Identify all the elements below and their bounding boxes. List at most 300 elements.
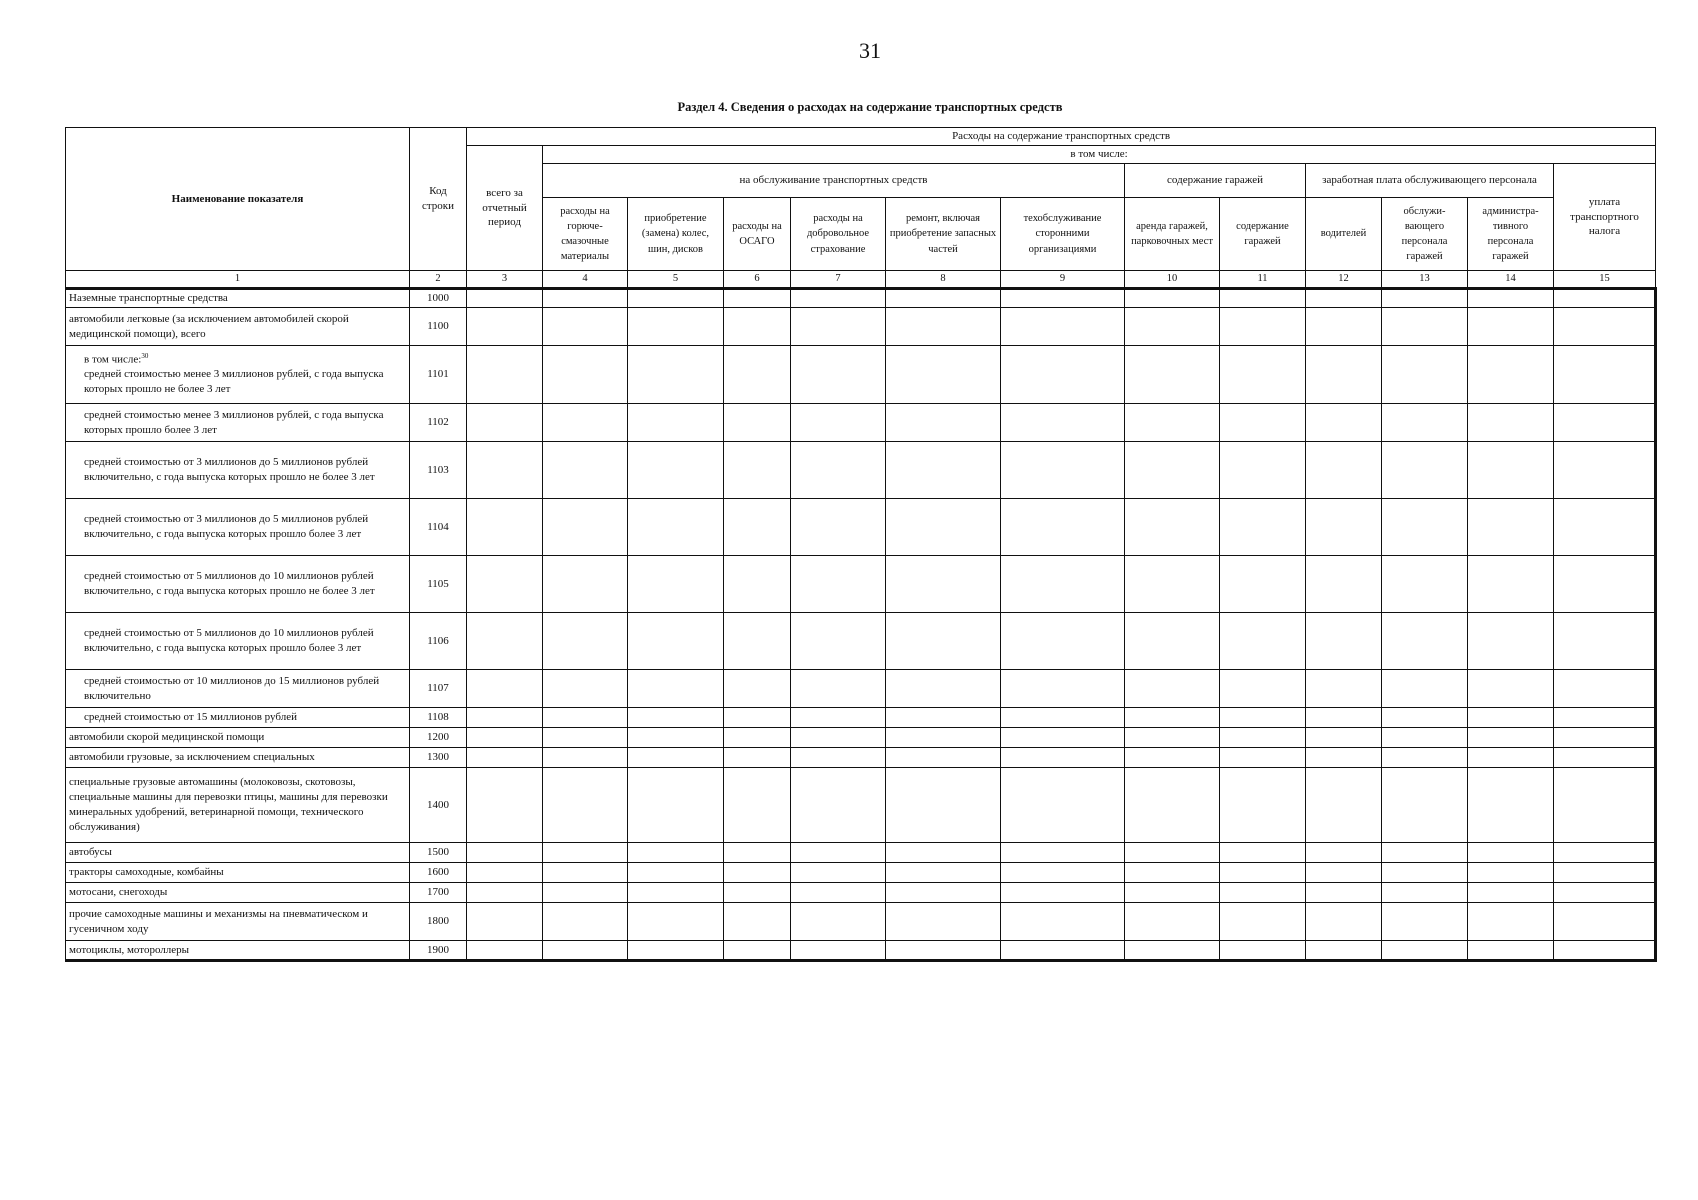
table-row <box>66 556 1656 613</box>
column-number-row <box>66 271 1656 289</box>
table-row <box>66 748 1656 768</box>
column-number: 7 <box>791 271 886 289</box>
value-cell-col-5[interactable] <box>628 556 724 613</box>
value-cell-col-15[interactable] <box>1554 670 1656 708</box>
value-cell-col-10[interactable] <box>1125 883 1220 903</box>
value-cell-col-10[interactable] <box>1125 863 1220 883</box>
value-cell-col-3[interactable] <box>467 404 543 442</box>
row-name <box>66 941 410 961</box>
header-salary-group: заработная плата обслуживающего персонала <box>1306 164 1554 198</box>
value-cell-col-7[interactable] <box>791 903 886 941</box>
value-cell-col-12[interactable] <box>1306 670 1382 708</box>
value-cell-col-14[interactable] <box>1468 728 1554 748</box>
value-cell-col-13[interactable] <box>1382 728 1468 748</box>
value-cell-col-10[interactable] <box>1125 613 1220 670</box>
row-name-text: средней стоимостью от 5 миллионов до 10 миллионов рублей включительно, с года выпуска которых прошло не более 3 лет <box>84 570 375 598</box>
column-number: 3 <box>467 271 543 289</box>
row-code: 1900 <box>410 941 467 961</box>
value-cell-col-6[interactable] <box>724 903 791 941</box>
value-cell-col-10[interactable] <box>1125 941 1220 961</box>
table-row <box>66 442 1656 499</box>
value-cell-col-13[interactable] <box>1382 903 1468 941</box>
row-name <box>66 863 410 883</box>
value-cell-col-3[interactable] <box>467 903 543 941</box>
value-cell-col-13[interactable] <box>1382 708 1468 728</box>
value-cell-col-5[interactable] <box>628 843 724 863</box>
value-cell-col-11[interactable] <box>1220 863 1306 883</box>
value-cell-col-5[interactable] <box>628 708 724 728</box>
value-cell-col-14[interactable] <box>1468 346 1554 404</box>
value-cell-col-9[interactable] <box>1001 442 1125 499</box>
value-cell-col-11[interactable] <box>1220 556 1306 613</box>
value-cell-col-13[interactable] <box>1382 883 1468 903</box>
value-cell-col-7[interactable] <box>791 404 886 442</box>
value-cell-col-6[interactable] <box>724 404 791 442</box>
value-cell-col-4[interactable] <box>543 708 628 728</box>
value-cell-col-3[interactable] <box>467 346 543 404</box>
value-cell-col-15[interactable] <box>1554 346 1656 404</box>
value-cell-col-10[interactable] <box>1125 843 1220 863</box>
value-cell-col-14[interactable] <box>1468 903 1554 941</box>
value-cell-col-15[interactable] <box>1554 768 1656 843</box>
value-cell-col-5[interactable] <box>628 883 724 903</box>
value-cell-col-15[interactable] <box>1554 883 1656 903</box>
value-cell-col-11[interactable] <box>1220 843 1306 863</box>
row-code: 1400 <box>410 768 467 843</box>
value-cell-col-12[interactable] <box>1306 556 1382 613</box>
value-cell-col-7[interactable] <box>791 728 886 748</box>
value-cell-col-11[interactable] <box>1220 613 1306 670</box>
value-cell-col-6[interactable] <box>724 442 791 499</box>
value-cell-col-8[interactable] <box>886 346 1001 404</box>
value-cell-col-14[interactable] <box>1468 768 1554 843</box>
value-cell-col-3[interactable] <box>467 863 543 883</box>
footnote-marker: 30 <box>141 351 149 360</box>
value-cell-col-8[interactable] <box>886 670 1001 708</box>
value-cell-col-8[interactable] <box>886 404 1001 442</box>
value-cell-col-9[interactable] <box>1001 404 1125 442</box>
value-cell-col-5[interactable] <box>628 941 724 961</box>
row-name <box>66 728 410 748</box>
value-cell-col-6[interactable] <box>724 670 791 708</box>
value-cell-col-4[interactable] <box>543 613 628 670</box>
value-cell-col-12[interactable] <box>1306 863 1382 883</box>
value-cell-col-12[interactable] <box>1306 499 1382 556</box>
value-cell-col-13[interactable] <box>1382 346 1468 404</box>
value-cell-col-8[interactable] <box>886 613 1001 670</box>
value-cell-col-8[interactable] <box>886 768 1001 843</box>
value-cell-col-9[interactable] <box>1001 768 1125 843</box>
value-cell-col-7[interactable] <box>791 556 886 613</box>
value-cell-col-12[interactable] <box>1306 903 1382 941</box>
value-cell-col-3[interactable] <box>467 883 543 903</box>
value-cell-col-12[interactable] <box>1306 941 1382 961</box>
value-cell-col-7[interactable] <box>791 613 886 670</box>
value-cell-col-10[interactable] <box>1125 903 1220 941</box>
header-drivers: водителей <box>1306 198 1382 271</box>
value-cell-col-8[interactable] <box>886 308 1001 346</box>
value-cell-col-6[interactable] <box>724 748 791 768</box>
value-cell-col-7[interactable] <box>791 289 886 308</box>
value-cell-col-11[interactable] <box>1220 289 1306 308</box>
value-cell-col-15[interactable] <box>1554 843 1656 863</box>
row-name-text: автомобили легковые (за исключением автомобилей скорой медицинской помощи), всего <box>69 312 349 340</box>
value-cell-col-14[interactable] <box>1468 289 1554 308</box>
value-cell-col-15[interactable] <box>1554 308 1656 346</box>
table-body <box>66 289 1656 961</box>
table-row <box>66 843 1656 863</box>
value-cell-col-15[interactable] <box>1554 289 1656 308</box>
value-cell-col-9[interactable] <box>1001 499 1125 556</box>
row-code: 1500 <box>410 843 467 863</box>
value-cell-col-6[interactable] <box>724 941 791 961</box>
value-cell-col-11[interactable] <box>1220 768 1306 843</box>
value-cell-col-9[interactable] <box>1001 843 1125 863</box>
header-wheels: приобретение (замена) колес, шин, дисков <box>628 198 724 271</box>
value-cell-col-6[interactable] <box>724 843 791 863</box>
value-cell-col-13[interactable] <box>1382 748 1468 768</box>
value-cell-col-4[interactable] <box>543 499 628 556</box>
row-name <box>66 346 410 404</box>
table-row <box>66 289 1656 308</box>
value-cell-col-13[interactable] <box>1382 556 1468 613</box>
value-cell-col-9[interactable] <box>1001 289 1125 308</box>
value-cell-col-3[interactable] <box>467 941 543 961</box>
value-cell-col-14[interactable] <box>1468 843 1554 863</box>
value-cell-col-14[interactable] <box>1468 863 1554 883</box>
value-cell-col-11[interactable] <box>1220 728 1306 748</box>
value-cell-col-15[interactable] <box>1554 728 1656 748</box>
table-row <box>66 308 1656 346</box>
value-cell-col-3[interactable] <box>467 442 543 499</box>
value-cell-col-8[interactable] <box>886 843 1001 863</box>
table-header <box>66 128 1656 289</box>
value-cell-col-13[interactable] <box>1382 768 1468 843</box>
row-name-text: средней стоимостью менее 3 миллионов рублей, с года выпуска которых прошло не более 3 лет <box>84 368 384 396</box>
value-cell-col-4[interactable] <box>543 308 628 346</box>
value-cell-col-13[interactable] <box>1382 442 1468 499</box>
row-name-prefix: в том числе: <box>84 353 142 366</box>
value-cell-col-14[interactable] <box>1468 613 1554 670</box>
value-cell-col-11[interactable] <box>1220 346 1306 404</box>
column-number: 10 <box>1125 271 1220 289</box>
value-cell-col-9[interactable] <box>1001 748 1125 768</box>
value-cell-col-7[interactable] <box>791 883 886 903</box>
row-name <box>66 404 410 442</box>
value-cell-col-10[interactable] <box>1125 556 1220 613</box>
value-cell-col-15[interactable] <box>1554 903 1656 941</box>
value-cell-col-3[interactable] <box>467 499 543 556</box>
row-name-text: средней стоимостью от 3 миллионов до 5 миллионов рублей включительно, с года выпуска которых прошло не более 3 лет <box>84 456 375 484</box>
value-cell-col-4[interactable] <box>543 903 628 941</box>
value-cell-col-10[interactable] <box>1125 768 1220 843</box>
value-cell-col-4[interactable] <box>543 863 628 883</box>
value-cell-col-8[interactable] <box>886 289 1001 308</box>
value-cell-col-12[interactable] <box>1306 708 1382 728</box>
value-cell-col-4[interactable] <box>543 442 628 499</box>
value-cell-col-12[interactable] <box>1306 404 1382 442</box>
row-code: 1108 <box>410 708 467 728</box>
value-cell-col-11[interactable] <box>1220 708 1306 728</box>
value-cell-col-15[interactable] <box>1554 499 1656 556</box>
value-cell-col-9[interactable] <box>1001 903 1125 941</box>
value-cell-col-14[interactable] <box>1468 670 1554 708</box>
table-row <box>66 903 1656 941</box>
value-cell-col-5[interactable] <box>628 768 724 843</box>
value-cell-col-5[interactable] <box>628 442 724 499</box>
value-cell-col-3[interactable] <box>467 670 543 708</box>
value-cell-col-5[interactable] <box>628 728 724 748</box>
value-cell-col-9[interactable] <box>1001 670 1125 708</box>
value-cell-col-4[interactable] <box>543 941 628 961</box>
value-cell-col-3[interactable] <box>467 748 543 768</box>
row-name-text: автомобили грузовые, за исключением специальных <box>69 751 315 764</box>
value-cell-col-9[interactable] <box>1001 708 1125 728</box>
row-name <box>66 499 410 556</box>
value-cell-col-12[interactable] <box>1306 289 1382 308</box>
value-cell-col-7[interactable] <box>791 748 886 768</box>
value-cell-col-6[interactable] <box>724 289 791 308</box>
value-cell-col-9[interactable] <box>1001 883 1125 903</box>
value-cell-col-4[interactable] <box>543 289 628 308</box>
table-row <box>66 670 1656 708</box>
value-cell-col-3[interactable] <box>467 708 543 728</box>
value-cell-col-12[interactable] <box>1306 442 1382 499</box>
value-cell-col-5[interactable] <box>628 613 724 670</box>
value-cell-col-6[interactable] <box>724 883 791 903</box>
value-cell-col-7[interactable] <box>791 941 886 961</box>
value-cell-col-4[interactable] <box>543 404 628 442</box>
row-name-text: специальные грузовые автомашины (молоковозы, скотовозы, специальные машины для перевозки птицы, машины для перевозки минеральных удобрений, ветеринарной помощи, технического обслуживания) <box>69 776 388 833</box>
value-cell-col-4[interactable] <box>543 556 628 613</box>
value-cell-col-10[interactable] <box>1125 308 1220 346</box>
value-cell-col-15[interactable] <box>1554 748 1656 768</box>
column-number: 13 <box>1382 271 1468 289</box>
section-title: Раздел 4. Сведения о расходах на содержание транспортных средств <box>677 100 1063 114</box>
row-name-text: мотоциклы, мотороллеры <box>69 943 190 956</box>
value-cell-col-12[interactable] <box>1306 883 1382 903</box>
value-cell-col-12[interactable] <box>1306 843 1382 863</box>
header-transport-tax: уплата транспортного налога <box>1554 164 1656 271</box>
value-cell-col-9[interactable] <box>1001 728 1125 748</box>
value-cell-col-5[interactable] <box>628 308 724 346</box>
value-cell-col-5[interactable] <box>628 748 724 768</box>
value-cell-col-7[interactable] <box>791 708 886 728</box>
header-including: в том числе: <box>543 146 1656 164</box>
value-cell-col-12[interactable] <box>1306 346 1382 404</box>
row-name <box>66 613 410 670</box>
value-cell-col-15[interactable] <box>1554 442 1656 499</box>
value-cell-col-9[interactable] <box>1001 308 1125 346</box>
value-cell-col-12[interactable] <box>1306 748 1382 768</box>
value-cell-col-6[interactable] <box>724 708 791 728</box>
value-cell-col-13[interactable] <box>1382 863 1468 883</box>
table-row <box>66 499 1656 556</box>
value-cell-col-14[interactable] <box>1468 404 1554 442</box>
value-cell-col-8[interactable] <box>886 708 1001 728</box>
value-cell-col-13[interactable] <box>1382 941 1468 961</box>
value-cell-col-11[interactable] <box>1220 903 1306 941</box>
row-name-text: автобусы <box>69 846 112 859</box>
row-name-text: средней стоимостью от 10 миллионов до 15 миллионов рублей включительно <box>84 674 380 702</box>
value-cell-col-8[interactable] <box>886 748 1001 768</box>
value-cell-col-9[interactable] <box>1001 613 1125 670</box>
value-cell-col-12[interactable] <box>1306 613 1382 670</box>
value-cell-col-13[interactable] <box>1382 289 1468 308</box>
value-cell-col-3[interactable] <box>467 768 543 843</box>
value-cell-col-10[interactable] <box>1125 708 1220 728</box>
value-cell-col-11[interactable] <box>1220 404 1306 442</box>
value-cell-col-13[interactable] <box>1382 670 1468 708</box>
row-code: 1101 <box>410 346 467 404</box>
row-code: 1107 <box>410 670 467 708</box>
value-cell-col-12[interactable] <box>1306 308 1382 346</box>
value-cell-col-5[interactable] <box>628 499 724 556</box>
value-cell-col-6[interactable] <box>724 728 791 748</box>
value-cell-col-6[interactable] <box>724 499 791 556</box>
value-cell-col-7[interactable] <box>791 670 886 708</box>
value-cell-col-4[interactable] <box>543 670 628 708</box>
value-cell-col-12[interactable] <box>1306 728 1382 748</box>
value-cell-col-5[interactable] <box>628 670 724 708</box>
value-cell-col-8[interactable] <box>886 903 1001 941</box>
value-cell-col-13[interactable] <box>1382 404 1468 442</box>
row-name-text: прочие самоходные машины и механизмы на пневматическом и гусеничном ходу <box>69 907 368 935</box>
value-cell-col-14[interactable] <box>1468 442 1554 499</box>
value-cell-col-3[interactable] <box>467 613 543 670</box>
header-service-group: на обслуживание транспортных средств <box>543 164 1125 198</box>
value-cell-col-6[interactable] <box>724 863 791 883</box>
value-cell-col-10[interactable] <box>1125 289 1220 308</box>
value-cell-col-10[interactable] <box>1125 404 1220 442</box>
value-cell-col-11[interactable] <box>1220 748 1306 768</box>
value-cell-col-4[interactable] <box>543 748 628 768</box>
value-cell-col-6[interactable] <box>724 613 791 670</box>
value-cell-col-3[interactable] <box>467 728 543 748</box>
value-cell-col-6[interactable] <box>724 556 791 613</box>
value-cell-col-14[interactable] <box>1468 499 1554 556</box>
value-cell-col-10[interactable] <box>1125 499 1220 556</box>
value-cell-col-14[interactable] <box>1468 883 1554 903</box>
value-cell-col-14[interactable] <box>1468 708 1554 728</box>
value-cell-col-4[interactable] <box>543 728 628 748</box>
value-cell-col-15[interactable] <box>1554 863 1656 883</box>
value-cell-col-6[interactable] <box>724 308 791 346</box>
value-cell-col-12[interactable] <box>1306 768 1382 843</box>
value-cell-col-13[interactable] <box>1382 613 1468 670</box>
value-cell-col-4[interactable] <box>543 843 628 863</box>
value-cell-col-9[interactable] <box>1001 863 1125 883</box>
value-cell-col-4[interactable] <box>543 768 628 843</box>
value-cell-col-15[interactable] <box>1554 941 1656 961</box>
value-cell-col-4[interactable] <box>543 346 628 404</box>
value-cell-col-10[interactable] <box>1125 346 1220 404</box>
value-cell-col-7[interactable] <box>791 346 886 404</box>
value-cell-col-5[interactable] <box>628 903 724 941</box>
value-cell-col-5[interactable] <box>628 346 724 404</box>
value-cell-col-15[interactable] <box>1554 708 1656 728</box>
value-cell-col-14[interactable] <box>1468 556 1554 613</box>
value-cell-col-11[interactable] <box>1220 308 1306 346</box>
value-cell-col-8[interactable] <box>886 883 1001 903</box>
row-name <box>66 442 410 499</box>
value-cell-col-7[interactable] <box>791 442 886 499</box>
value-cell-col-15[interactable] <box>1554 556 1656 613</box>
value-cell-col-8[interactable] <box>886 556 1001 613</box>
value-cell-col-9[interactable] <box>1001 556 1125 613</box>
value-cell-col-7[interactable] <box>791 863 886 883</box>
value-cell-col-14[interactable] <box>1468 308 1554 346</box>
value-cell-col-15[interactable] <box>1554 613 1656 670</box>
value-cell-col-6[interactable] <box>724 768 791 843</box>
value-cell-col-14[interactable] <box>1468 748 1554 768</box>
row-name-text: средней стоимостью от 3 миллионов до 5 миллионов рублей включительно, с года выпуска которых прошло более 3 лет <box>84 513 369 541</box>
header-expenses-group: Расходы на содержание транспортных средств <box>467 128 1656 146</box>
row-code: 1800 <box>410 903 467 941</box>
row-name-text: средней стоимостью от 15 миллионов рублей <box>84 711 297 724</box>
value-cell-col-3[interactable] <box>467 289 543 308</box>
value-cell-col-11[interactable] <box>1220 499 1306 556</box>
value-cell-col-13[interactable] <box>1382 843 1468 863</box>
value-cell-col-6[interactable] <box>724 346 791 404</box>
row-name <box>66 883 410 903</box>
value-cell-col-8[interactable] <box>886 941 1001 961</box>
column-number: 15 <box>1554 271 1656 289</box>
value-cell-col-7[interactable] <box>791 499 886 556</box>
value-cell-col-11[interactable] <box>1220 941 1306 961</box>
value-cell-col-10[interactable] <box>1125 442 1220 499</box>
value-cell-col-11[interactable] <box>1220 442 1306 499</box>
header-garages-group: содержание гаражей <box>1125 164 1306 198</box>
value-cell-col-13[interactable] <box>1382 499 1468 556</box>
value-cell-col-11[interactable] <box>1220 670 1306 708</box>
value-cell-col-8[interactable] <box>886 863 1001 883</box>
value-cell-col-10[interactable] <box>1125 728 1220 748</box>
value-cell-col-11[interactable] <box>1220 883 1306 903</box>
value-cell-col-5[interactable] <box>628 289 724 308</box>
value-cell-col-4[interactable] <box>543 883 628 903</box>
value-cell-col-8[interactable] <box>886 442 1001 499</box>
row-name <box>66 708 410 728</box>
header-garage-rent: аренда гаражей, парковочных мест <box>1125 198 1220 271</box>
column-number: 12 <box>1306 271 1382 289</box>
value-cell-col-8[interactable] <box>886 728 1001 748</box>
value-cell-col-3[interactable] <box>467 308 543 346</box>
value-cell-col-14[interactable] <box>1468 941 1554 961</box>
value-cell-col-9[interactable] <box>1001 346 1125 404</box>
value-cell-col-3[interactable] <box>467 843 543 863</box>
value-cell-col-13[interactable] <box>1382 308 1468 346</box>
header-indicator-name: Наименование показателя <box>66 128 410 271</box>
row-name <box>66 768 410 843</box>
value-cell-col-7[interactable] <box>791 768 886 843</box>
value-cell-col-5[interactable] <box>628 404 724 442</box>
row-name-text: тракторы самоходные, комбайны <box>69 866 224 879</box>
value-cell-col-7[interactable] <box>791 308 886 346</box>
row-code: 1300 <box>410 748 467 768</box>
value-cell-col-7[interactable] <box>791 843 886 863</box>
column-number: 11 <box>1220 271 1306 289</box>
value-cell-col-10[interactable] <box>1125 748 1220 768</box>
value-cell-col-9[interactable] <box>1001 941 1125 961</box>
value-cell-col-10[interactable] <box>1125 670 1220 708</box>
value-cell-col-3[interactable] <box>467 556 543 613</box>
row-code: 1100 <box>410 308 467 346</box>
value-cell-col-8[interactable] <box>886 499 1001 556</box>
value-cell-col-5[interactable] <box>628 863 724 883</box>
header-garage-upkeep: содержание гаражей <box>1220 198 1306 271</box>
value-cell-col-15[interactable] <box>1554 404 1656 442</box>
